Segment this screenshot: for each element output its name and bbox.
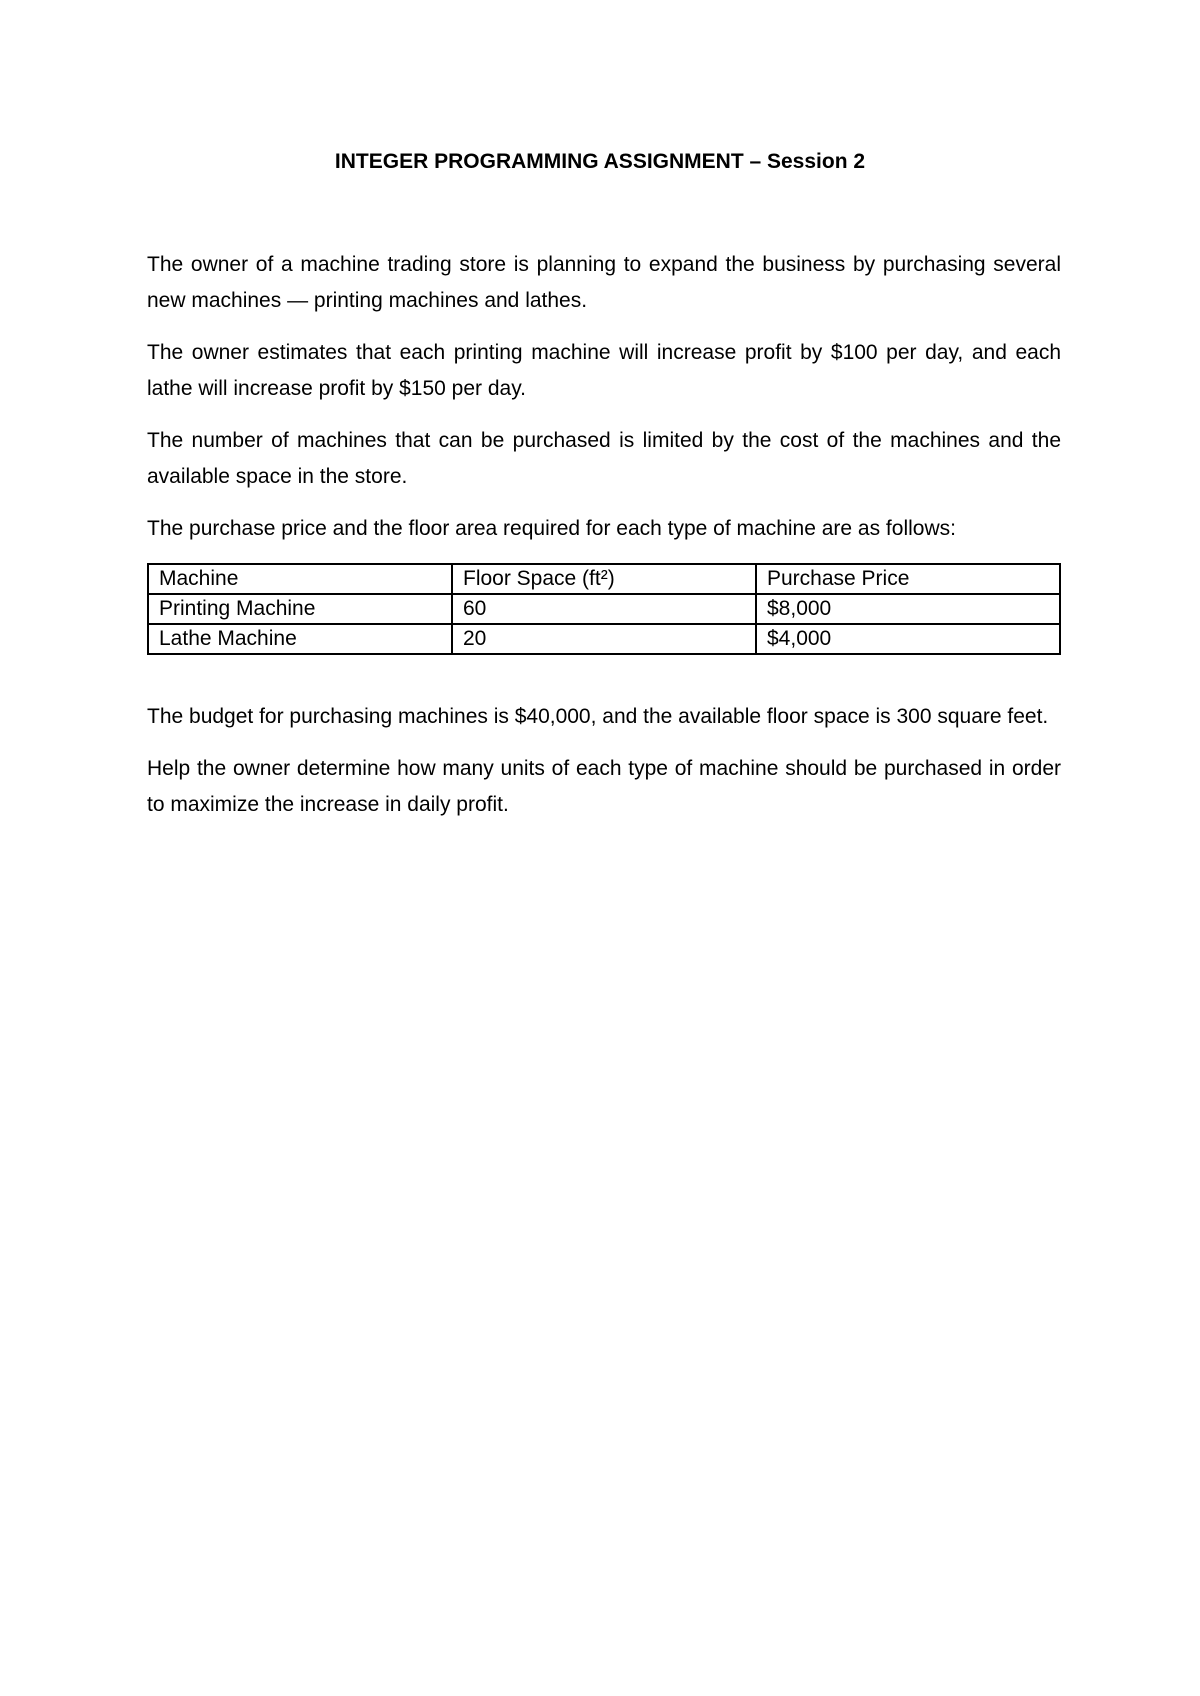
table-header-cell: Purchase Price [756,564,1060,594]
machine-table [147,563,1061,655]
paragraph-table-intro: The purchase price and the floor area required for each type of machine are as follows: [147,517,956,540]
paragraph-budget: The budget for purchasing machines is $40,000, and the available floor space is 300 square feet. [147,705,1049,728]
table-cell: $8,000 [756,594,1060,624]
paragraph-intro: The owner of a machine trading store is planning to expand the business by purchasing several new machines — printing machines and lathes. [147,253,1061,312]
document-title: INTEGER PROGRAMMING ASSIGNMENT – Session 2 [334,150,866,173]
table-cell: Printing Machine [148,594,452,624]
paragraph-profit: The owner estimates that each printing machine will increase profit by $100 per day, and each lathe will increase profit by $150 per day. [147,341,1061,400]
table-row [148,594,1060,624]
table-cell: 20 [452,624,756,654]
table-row [148,624,1060,654]
table-header-cell: Floor Space (ft²) [452,564,756,594]
table-cell: 60 [452,594,756,624]
paragraph-question: Help the owner determine how many units of each type of machine should be purchased in order to maximize the increase in daily profit. [147,757,1061,816]
table-header-row [148,564,1060,594]
table-header-cell: Machine [148,564,452,594]
document-body [147,247,1061,839]
table-cell: Lathe Machine [148,624,452,654]
table-cell: $4,000 [756,624,1060,654]
paragraph-limits: The number of machines that can be purchased is limited by the cost of the machines and the available space in the store. [147,429,1061,488]
